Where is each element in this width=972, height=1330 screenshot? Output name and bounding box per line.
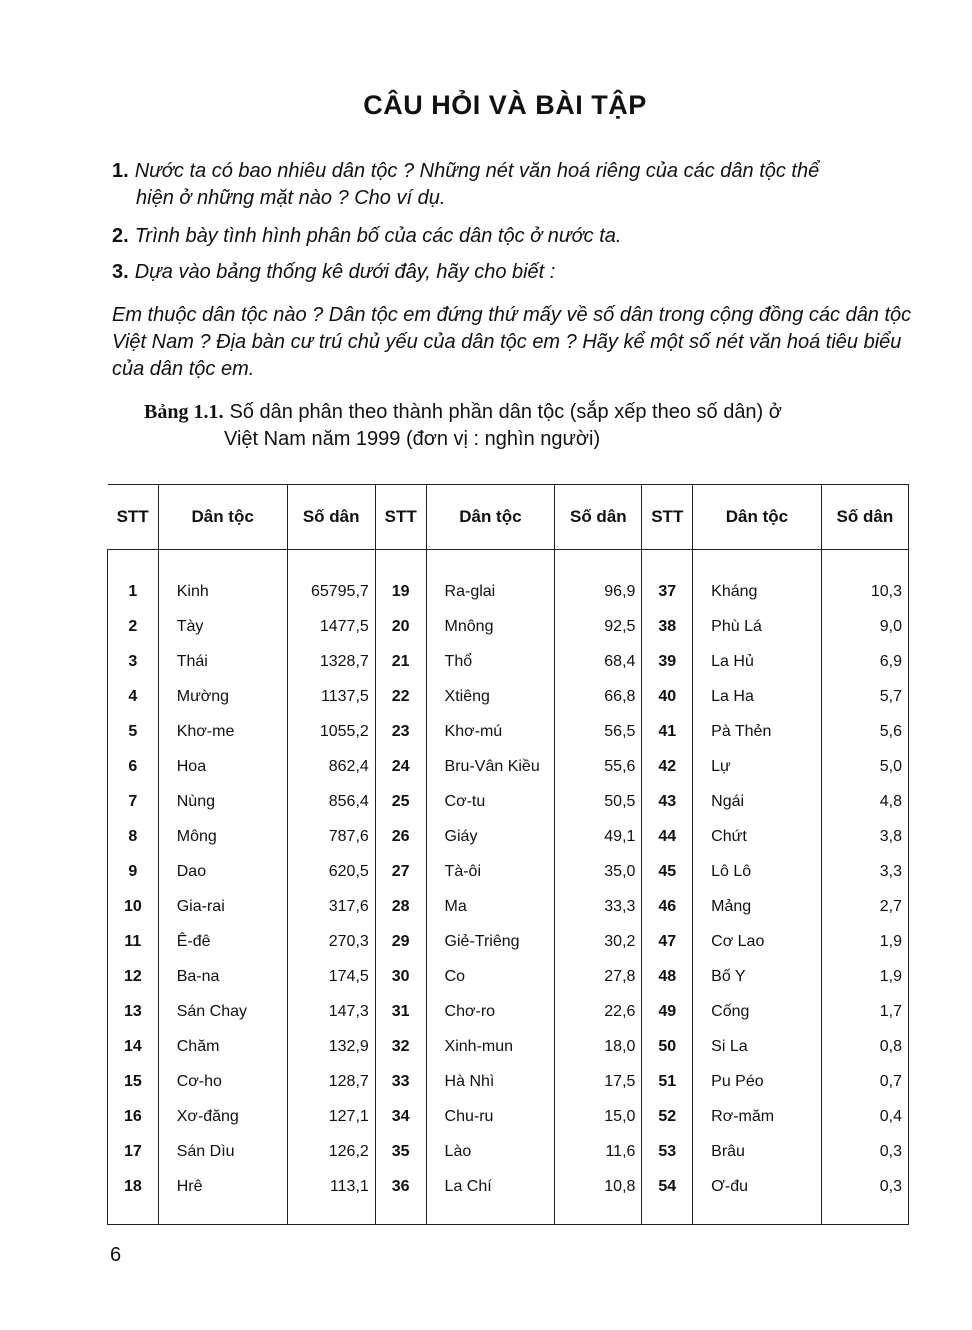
- ethnic-group-cell: Thổ: [426, 644, 555, 679]
- population-cell: 5,0: [821, 749, 908, 784]
- table-row: [108, 714, 909, 749]
- header-ethnic-group: Dân tộc: [158, 485, 287, 550]
- population-cell: 1,9: [821, 959, 908, 994]
- ethnic-group-cell: Bố Y: [693, 959, 822, 994]
- ethnic-group-cell: Xinh-mun: [426, 1029, 555, 1064]
- table-row: [108, 854, 909, 889]
- population-cell: 6,9: [821, 644, 908, 679]
- ethnic-group-cell: La Ha: [693, 679, 822, 714]
- ethnic-group-cell: Mông: [158, 819, 287, 854]
- stt-cell: 38: [642, 609, 693, 644]
- population-cell: 68,4: [555, 644, 642, 679]
- population-cell: 35,0: [555, 854, 642, 889]
- population-cell: 92,5: [555, 609, 642, 644]
- stt-cell: 40: [642, 679, 693, 714]
- population-cell: 317,6: [287, 889, 375, 924]
- header-ethnic-group: Dân tộc: [426, 485, 555, 550]
- stt-cell: 49: [642, 994, 693, 1029]
- table-row: [108, 784, 909, 819]
- ethnic-group-cell: Ơ-đu: [693, 1169, 822, 1204]
- stt-cell: 33: [375, 1064, 426, 1099]
- stt-cell: 42: [642, 749, 693, 784]
- table-row: [108, 1099, 909, 1134]
- table-caption-text: Số dân phân theo thành phần dân tộc (sắp xếp theo số dân) ở: [229, 401, 782, 423]
- ethnic-group-cell: Gia-rai: [158, 889, 287, 924]
- stt-cell: 50: [642, 1029, 693, 1064]
- table-row: [108, 819, 909, 854]
- ethnic-group-cell: Giẻ-Triêng: [426, 924, 555, 959]
- population-cell: 126,2: [287, 1134, 375, 1169]
- question-3: [112, 259, 912, 286]
- stt-cell: 35: [375, 1134, 426, 1169]
- stt-cell: 52: [642, 1099, 693, 1134]
- population-cell: 5,7: [821, 679, 908, 714]
- stt-cell: 10: [108, 889, 159, 924]
- population-cell: 65795,7: [287, 574, 375, 609]
- table-caption: [144, 399, 914, 453]
- population-cell: 3,3: [821, 854, 908, 889]
- table-row: [108, 679, 909, 714]
- ethnic-group-cell: Kháng: [693, 574, 822, 609]
- ethnic-group-cell: Lự: [693, 749, 822, 784]
- stt-cell: 29: [375, 924, 426, 959]
- table-row: [108, 1169, 909, 1204]
- population-cell: 113,1: [287, 1169, 375, 1204]
- stt-cell: 46: [642, 889, 693, 924]
- population-cell: 128,7: [287, 1064, 375, 1099]
- stt-cell: 54: [642, 1169, 693, 1204]
- stt-cell: 5: [108, 714, 159, 749]
- stt-cell: 6: [108, 749, 159, 784]
- ethnic-group-cell: Pà Thẻn: [693, 714, 822, 749]
- table-row: [108, 574, 909, 609]
- ethnic-group-cell: Bru-Vân Kiều: [426, 749, 555, 784]
- stt-cell: 3: [108, 644, 159, 679]
- population-cell: 1477,5: [287, 609, 375, 644]
- table-header-row: [108, 485, 909, 550]
- population-cell: 147,3: [287, 994, 375, 1029]
- population-cell: 132,9: [287, 1029, 375, 1064]
- stt-cell: 12: [108, 959, 159, 994]
- population-cell: 50,5: [555, 784, 642, 819]
- population-cell: 96,9: [555, 574, 642, 609]
- ethnic-group-cell: Sán Dìu: [158, 1134, 287, 1169]
- ethnic-group-cell: Cơ-ho: [158, 1064, 287, 1099]
- question-text-continued: hiện ở những mặt nào ? Cho ví dụ.: [136, 187, 446, 209]
- stt-cell: 34: [375, 1099, 426, 1134]
- stt-cell: 15: [108, 1064, 159, 1099]
- stt-cell: 13: [108, 994, 159, 1029]
- table-row: [108, 644, 909, 679]
- stt-cell: 19: [375, 574, 426, 609]
- population-cell: 27,8: [555, 959, 642, 994]
- stt-cell: 30: [375, 959, 426, 994]
- population-cell: 56,5: [555, 714, 642, 749]
- population-cell: 1328,7: [287, 644, 375, 679]
- stt-cell: 45: [642, 854, 693, 889]
- stt-cell: 9: [108, 854, 159, 889]
- page-title: CÂU HỎI VÀ BÀI TẬP: [363, 90, 647, 120]
- ethnic-group-cell: Ba-na: [158, 959, 287, 994]
- ethnic-group-cell: Chơ-ro: [426, 994, 555, 1029]
- stt-cell: 43: [642, 784, 693, 819]
- stt-cell: 11: [108, 924, 159, 959]
- ethnic-group-cell: Lô Lô: [693, 854, 822, 889]
- population-cell: 0,4: [821, 1099, 908, 1134]
- stt-cell: 32: [375, 1029, 426, 1064]
- stt-cell: 31: [375, 994, 426, 1029]
- population-cell: 10,3: [821, 574, 908, 609]
- population-cell: 787,6: [287, 819, 375, 854]
- stt-cell: 27: [375, 854, 426, 889]
- ethnic-group-cell: Giáy: [426, 819, 555, 854]
- stt-cell: 2: [108, 609, 159, 644]
- population-cell: 270,3: [287, 924, 375, 959]
- population-cell: 2,7: [821, 889, 908, 924]
- stt-cell: 21: [375, 644, 426, 679]
- ethnic-group-cell: Ra-glai: [426, 574, 555, 609]
- stt-cell: 41: [642, 714, 693, 749]
- population-cell: 30,2: [555, 924, 642, 959]
- ethnic-group-cell: Sán Chay: [158, 994, 287, 1029]
- table-row: [108, 924, 909, 959]
- table-row: [108, 749, 909, 784]
- population-cell: 1055,2: [287, 714, 375, 749]
- ethnic-group-cell: Lào: [426, 1134, 555, 1169]
- ethnic-group-cell: Xtiêng: [426, 679, 555, 714]
- ethnic-group-cell: Mnông: [426, 609, 555, 644]
- population-cell: 18,0: [555, 1029, 642, 1064]
- stt-cell: 14: [108, 1029, 159, 1064]
- stt-cell: 51: [642, 1064, 693, 1099]
- ethnic-group-cell: Co: [426, 959, 555, 994]
- table-row: [108, 1134, 909, 1169]
- population-cell: 0,8: [821, 1029, 908, 1064]
- question-number: 2.: [112, 225, 129, 247]
- population-cell: 127,1: [287, 1099, 375, 1134]
- population-cell: 22,6: [555, 994, 642, 1029]
- table-end-row: [108, 1204, 909, 1225]
- stt-cell: 36: [375, 1169, 426, 1204]
- table-spacer-row: [108, 550, 909, 575]
- ethnic-group-cell: Hà Nhì: [426, 1064, 555, 1099]
- ethnic-group-cell: Tày: [158, 609, 287, 644]
- stt-cell: 22: [375, 679, 426, 714]
- stt-cell: 47: [642, 924, 693, 959]
- question-text: Trình bày tình hình phân bố của các dân tộc ở nước ta.: [134, 225, 622, 247]
- header-stt: STT: [108, 485, 159, 550]
- ethnic-group-cell: Dao: [158, 854, 287, 889]
- population-cell: 1,7: [821, 994, 908, 1029]
- ethnic-group-cell: Phù Lá: [693, 609, 822, 644]
- stt-cell: 17: [108, 1134, 159, 1169]
- table-caption-label: Bảng 1.1.: [144, 401, 224, 423]
- population-cell: 55,6: [555, 749, 642, 784]
- population-cell: 856,4: [287, 784, 375, 819]
- population-cell: 174,5: [287, 959, 375, 994]
- table-row: [108, 1029, 909, 1064]
- table-caption-text-continued: Việt Nam năm 1999 (đơn vị : nghìn người): [224, 428, 601, 450]
- ethnic-group-cell: Hrê: [158, 1169, 287, 1204]
- table-row: [108, 609, 909, 644]
- stt-cell: 53: [642, 1134, 693, 1169]
- ethnic-group-cell: Mường: [158, 679, 287, 714]
- page-number: 6: [110, 1244, 122, 1266]
- population-cell: 49,1: [555, 819, 642, 854]
- stt-cell: 23: [375, 714, 426, 749]
- ethnic-group-cell: Nùng: [158, 784, 287, 819]
- ethnic-group-cell: Mảng: [693, 889, 822, 924]
- stt-cell: 20: [375, 609, 426, 644]
- ethnic-group-cell: Cơ-tu: [426, 784, 555, 819]
- ethnic-group-cell: Xơ-đăng: [158, 1099, 287, 1134]
- population-cell: 0,3: [821, 1169, 908, 1204]
- stt-cell: 48: [642, 959, 693, 994]
- population-cell: 10,8: [555, 1169, 642, 1204]
- stt-cell: 26: [375, 819, 426, 854]
- header-population: Số dân: [821, 485, 908, 550]
- population-cell: 0,3: [821, 1134, 908, 1169]
- table-row: [108, 959, 909, 994]
- header-population: Số dân: [555, 485, 642, 550]
- population-cell: 862,4: [287, 749, 375, 784]
- exercise-paragraph: Em thuộc dân tộc nào ? Dân tộc em đứng thứ mấy về số dân trong cộng đồng các dân tộc Việt Nam ? Địa bàn cư trú chủ yếu của dân tộc em ? Hãy kể một số nét văn hoá tiêu biểu của dân tộc em.: [112, 304, 912, 380]
- ethnic-group-cell: Brâu: [693, 1134, 822, 1169]
- population-cell: 0,7: [821, 1064, 908, 1099]
- table-row: [108, 889, 909, 924]
- stt-cell: 8: [108, 819, 159, 854]
- header-population: Số dân: [287, 485, 375, 550]
- header-stt: STT: [642, 485, 693, 550]
- question-text: Dựa vào bảng thống kê dưới đây, hãy cho biết :: [134, 261, 556, 283]
- ethnic-group-cell: Tà-ôi: [426, 854, 555, 889]
- stt-cell: 7: [108, 784, 159, 819]
- ethnic-group-cell: La Hủ: [693, 644, 822, 679]
- stt-cell: 37: [642, 574, 693, 609]
- ethnic-group-cell: Rơ-măm: [693, 1099, 822, 1134]
- stt-cell: 18: [108, 1169, 159, 1204]
- stt-cell: 4: [108, 679, 159, 714]
- question-number: 3.: [112, 261, 129, 283]
- stt-cell: 25: [375, 784, 426, 819]
- population-cell: 3,8: [821, 819, 908, 854]
- population-cell: 33,3: [555, 889, 642, 924]
- ethnic-group-cell: Ê-đê: [158, 924, 287, 959]
- ethnic-group-cell: Chu-ru: [426, 1099, 555, 1134]
- stt-cell: 44: [642, 819, 693, 854]
- population-cell: 1137,5: [287, 679, 375, 714]
- population-cell: 5,6: [821, 714, 908, 749]
- ethnic-group-cell: Khơ-me: [158, 714, 287, 749]
- stt-cell: 24: [375, 749, 426, 784]
- population-cell: 15,0: [555, 1099, 642, 1134]
- population-cell: 66,8: [555, 679, 642, 714]
- population-cell: 9,0: [821, 609, 908, 644]
- ethnic-group-cell: Pu Péo: [693, 1064, 822, 1099]
- ethnic-group-cell: Ngái: [693, 784, 822, 819]
- population-cell: 620,5: [287, 854, 375, 889]
- table-row: [108, 1064, 909, 1099]
- population-cell: 11,6: [555, 1134, 642, 1169]
- stt-cell: 16: [108, 1099, 159, 1134]
- population-cell: 1,9: [821, 924, 908, 959]
- ethnic-group-cell: La Chí: [426, 1169, 555, 1204]
- ethnic-group-cell: Chứt: [693, 819, 822, 854]
- question-2: [112, 223, 912, 250]
- ethnic-group-cell: Khơ-mú: [426, 714, 555, 749]
- ethnic-group-cell: Cống: [693, 994, 822, 1029]
- population-table: [107, 484, 909, 1225]
- population-cell: 17,5: [555, 1064, 642, 1099]
- question-1: [112, 158, 912, 212]
- ethnic-group-cell: Chăm: [158, 1029, 287, 1064]
- stt-cell: 39: [642, 644, 693, 679]
- ethnic-group-cell: Ma: [426, 889, 555, 924]
- question-number: 1.: [112, 160, 129, 182]
- header-stt: STT: [375, 485, 426, 550]
- ethnic-group-cell: Cơ Lao: [693, 924, 822, 959]
- ethnic-group-cell: Thái: [158, 644, 287, 679]
- stt-cell: 28: [375, 889, 426, 924]
- table-row: [108, 994, 909, 1029]
- stt-cell: 1: [108, 574, 159, 609]
- question-text: Nước ta có bao nhiêu dân tộc ? Những nét văn hoá riêng của các dân tộc thể: [134, 160, 820, 182]
- population-cell: 4,8: [821, 784, 908, 819]
- ethnic-group-cell: Kinh: [158, 574, 287, 609]
- ethnic-group-cell: Si La: [693, 1029, 822, 1064]
- header-ethnic-group: Dân tộc: [693, 485, 822, 550]
- population-table-container: [107, 484, 909, 1234]
- ethnic-group-cell: Hoa: [158, 749, 287, 784]
